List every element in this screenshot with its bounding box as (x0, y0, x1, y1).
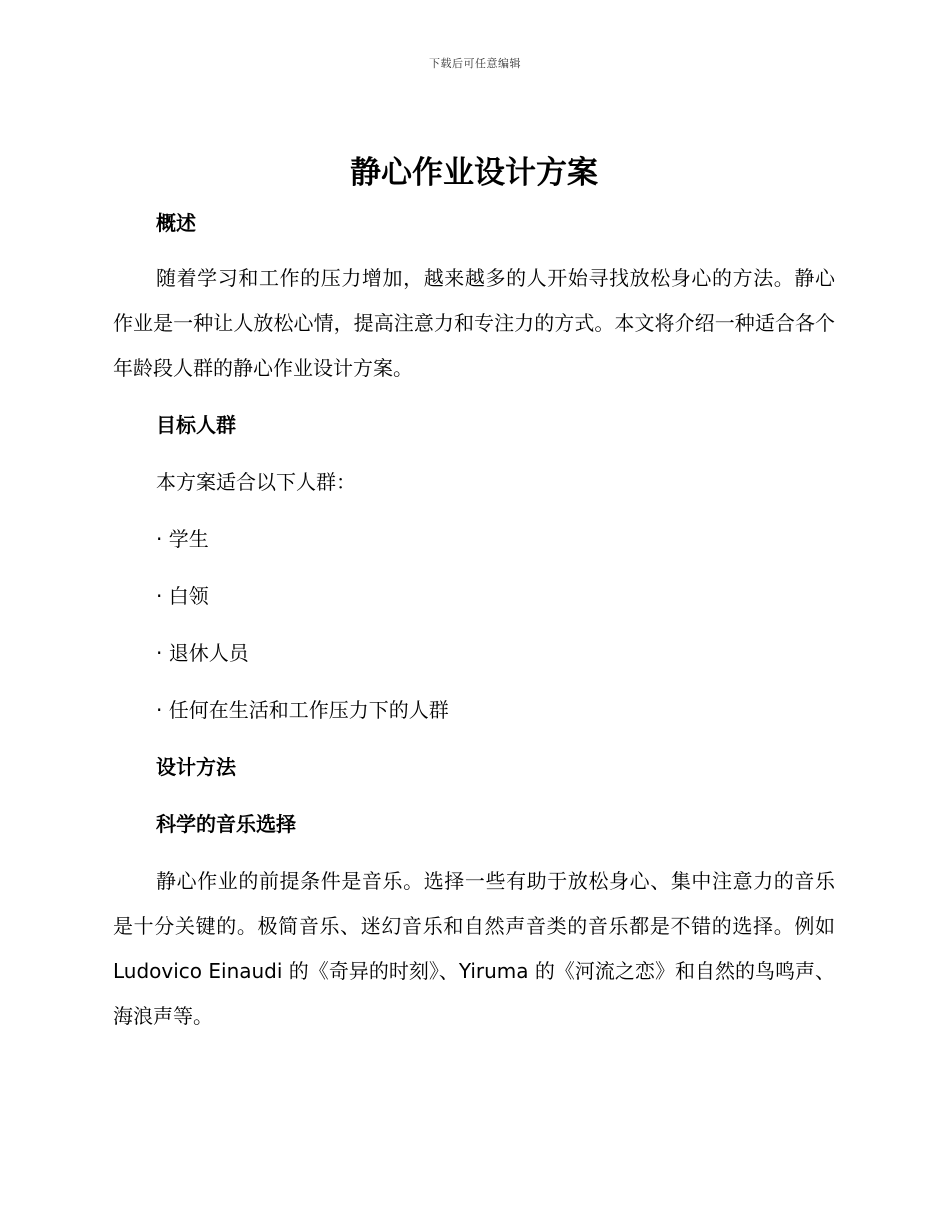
target-list-item: · 任何在生活和工作压力下的人群 (156, 698, 449, 722)
document-title: 静心作业设计方案 (350, 155, 598, 191)
overview-heading: 概述 (156, 211, 196, 235)
music-subheading: 科学的音乐选择 (156, 812, 296, 836)
overview-paragraph: 随着学习和工作的压力增加，越来越多的人开始寻找放松身心的方法。静心作业是一种让人放松心情，提高注意力和专注力的方式。本文将介绍一种适合各个年龄段人群的静心作业设计方案。 (113, 266, 835, 380)
document-body (113, 150, 835, 1039)
method-heading: 设计方法 (156, 755, 236, 779)
target-list-item: · 退休人员 (156, 641, 249, 665)
target-intro: 本方案适合以下人群： (156, 470, 356, 494)
target-list-item: · 白领 (156, 584, 209, 608)
target-list-item: · 学生 (156, 527, 209, 551)
header-note: 下载后可任意编辑 (429, 57, 521, 70)
target-heading: 目标人群 (156, 413, 236, 437)
music-paragraph: 静心作业的前提条件是音乐。选择一些有助于放松身心、集中注意力的音乐是十分关键的。极简音乐、迷幻音乐和自然声音类的音乐都是不错的选择。例如 Ludovico Einaudi 的《奇异的时刻》、Yiruma 的《河流之恋》和自然的鸟鸣声、海浪声等。 (113, 869, 835, 1028)
